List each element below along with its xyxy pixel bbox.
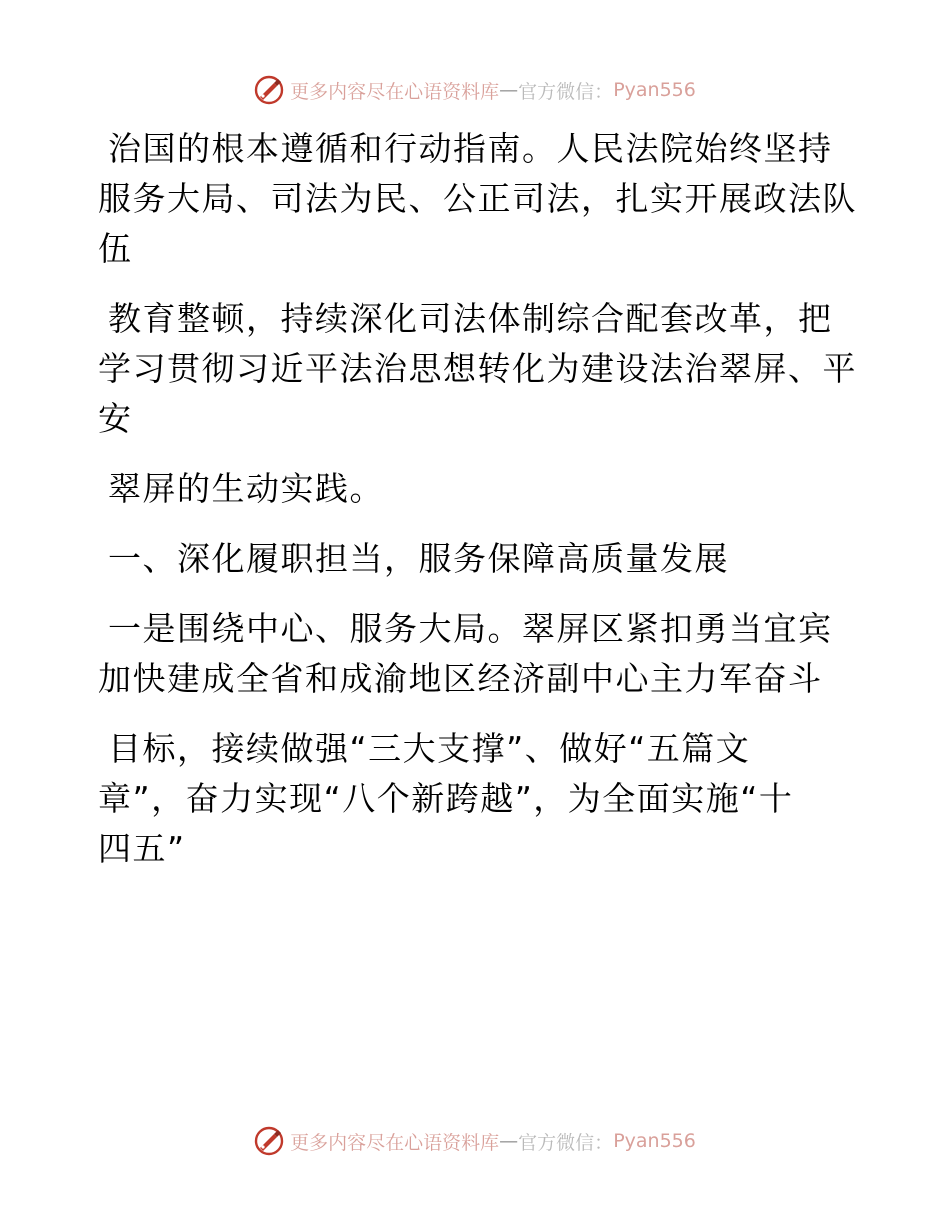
paragraph: [98, 464, 858, 514]
pen-logo-icon: [254, 75, 284, 105]
watermark-separator: —: [499, 1130, 519, 1152]
paragraph: [98, 124, 858, 274]
paragraph: [98, 604, 858, 704]
text-line: 治国的根本遵循和行动指南。人民法院始终坚持: [108, 129, 833, 168]
text-line: 一、深化履职担当，服务保障高质量发展: [108, 539, 729, 578]
text-line: 学习贯彻习近平法治思想转化为建设法治翠屏、平: [98, 349, 857, 388]
paragraph: [98, 294, 858, 444]
watermark-library-text: 更多内容尽在心语资料库: [290, 80, 500, 103]
text-line: 翠屏的生动实践。: [108, 469, 384, 508]
pen-logo-icon: [254, 1126, 284, 1156]
watermark-wechat-id: Pyan556: [613, 79, 696, 101]
watermark-wechat-label: 官方微信：: [518, 80, 614, 103]
watermark-separator: —: [499, 79, 519, 101]
watermark-wechat-id: Pyan556: [613, 1130, 696, 1152]
text-line: 章”，奋力实现“八个新跨越”，为全面实施“十: [98, 779, 794, 818]
text-line: 一是围绕中心、服务大局。翠屏区紧扣勇当宜宾: [108, 609, 833, 648]
section-heading: [98, 534, 858, 584]
text-line: 加快建成全省和成渝地区经济副中心主力军奋斗: [98, 659, 823, 698]
text-line: 目标，接续做强“三大支撑”、做好“五篇文: [108, 729, 751, 768]
text-line: 安: [98, 399, 133, 438]
paragraph: [98, 724, 858, 874]
text-line: 服务大局、司法为民、公正司法，扎实开展政法队: [98, 179, 857, 218]
header-watermark: [0, 70, 950, 110]
text-line: 四五”: [98, 829, 186, 868]
footer-watermark: [0, 1121, 950, 1161]
document-body: [98, 124, 858, 874]
watermark-wechat-label: 官方微信：: [518, 1131, 614, 1154]
watermark-library-text: 更多内容尽在心语资料库: [290, 1131, 500, 1154]
text-line: 伍: [98, 229, 133, 268]
text-line: 教育整顿，持续深化司法体制综合配套改革，把: [108, 299, 833, 338]
